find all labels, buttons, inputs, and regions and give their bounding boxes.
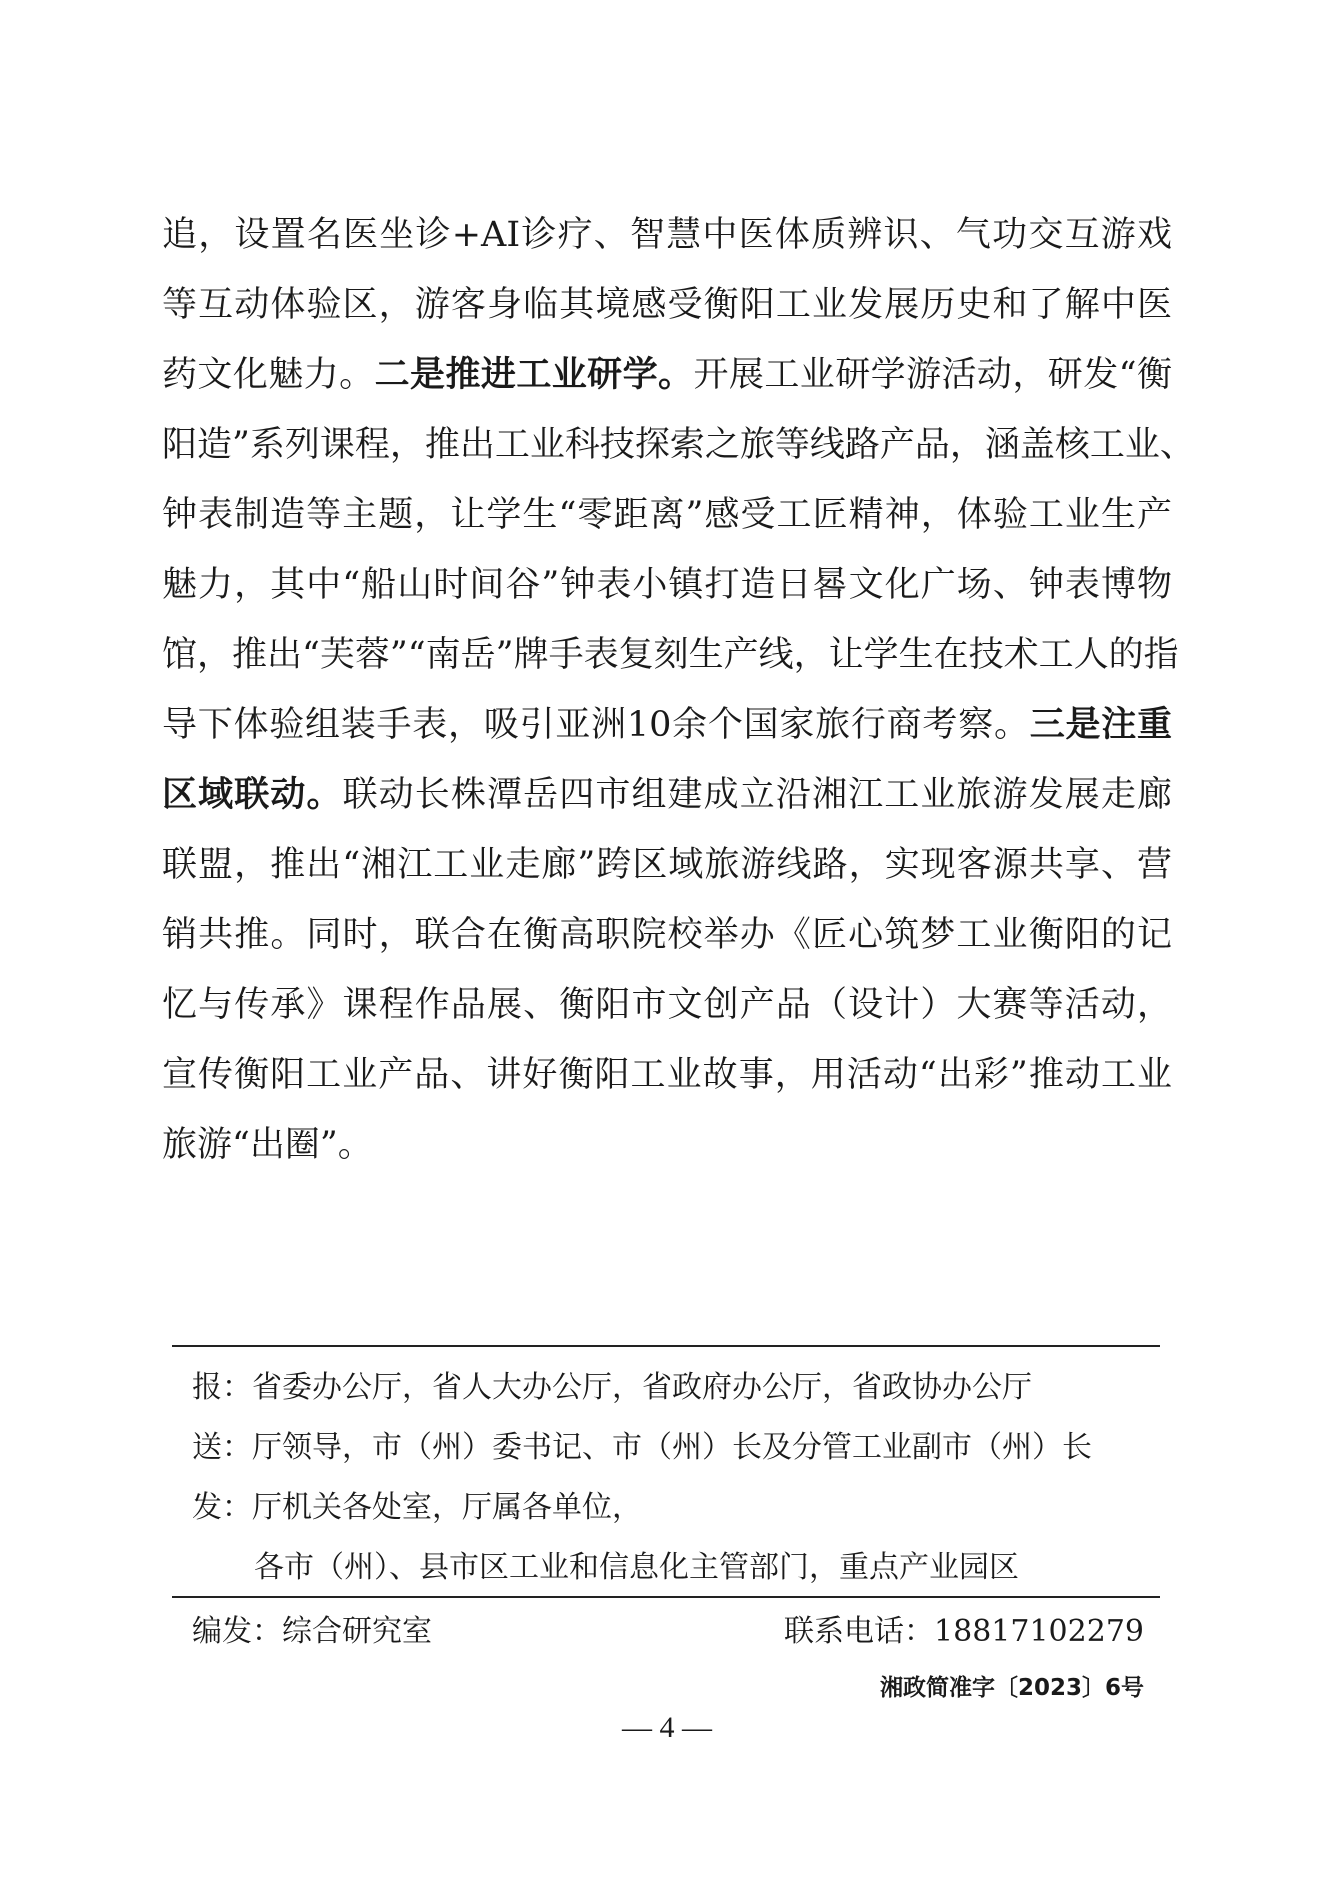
body-line bbox=[162, 970, 1172, 1040]
body-text-segment: 宣传衡阳工业产品、讲好衡阳工业故事，用活动“出彩”推动工业 bbox=[162, 1055, 1172, 1095]
bold-heading-text: 区域联动。 bbox=[162, 775, 343, 815]
body-line bbox=[162, 620, 1179, 690]
send-label: 送： bbox=[192, 1430, 252, 1465]
top-divider bbox=[172, 1345, 1160, 1347]
body-line bbox=[162, 200, 1172, 270]
issue-line-2 bbox=[254, 1548, 1019, 1588]
body-line bbox=[162, 410, 1195, 480]
body-line bbox=[162, 690, 1172, 760]
issue-recipients-2: 各市（州）、县市区工业和信息化主管部门，重点产业园区 bbox=[254, 1550, 1019, 1585]
body-text-segment: 旅游“出圈”。 bbox=[162, 1125, 373, 1165]
document-number: 湘政简准字〔2023〕6号 bbox=[879, 1675, 1144, 1701]
report-recipients: 省委办公厅，省人大办公厅，省政府办公厅，省政协办公厅 bbox=[252, 1370, 1032, 1405]
body-text-segment: 联盟，推出“湘江工业走廊”跨区域旅游线路，实现客源共享、营 bbox=[162, 845, 1172, 885]
editor-office: 编发：综合研究室 bbox=[192, 1614, 432, 1649]
page-number: — 4 — bbox=[622, 1711, 712, 1744]
issue-recipients-1: 厅机关各处室，厅属各单位， bbox=[252, 1490, 642, 1525]
body-text-segment: 魅力，其中“船山时间谷”钟表小镇打造日晷文化广场、钟表博物 bbox=[162, 565, 1172, 605]
body-text-segment: 药文化魅力。 bbox=[162, 355, 375, 395]
body-text-segment: 钟表制造等主题，让学生“零距离”感受工匠精神，体验工业生产 bbox=[162, 495, 1172, 535]
body-line bbox=[162, 1040, 1172, 1110]
bold-heading-text: 二是推进工业研学。 bbox=[374, 355, 694, 395]
send-line bbox=[192, 1428, 1092, 1468]
body-line bbox=[162, 550, 1172, 620]
body-text-segment: 阳造”系列课程，推出工业科技探索之旅等线路产品，涵盖核工业、 bbox=[162, 425, 1195, 465]
body-paragraph bbox=[162, 200, 1195, 1180]
report-label: 报： bbox=[192, 1370, 252, 1405]
bold-heading-text: 三是注重 bbox=[1029, 705, 1172, 745]
body-line bbox=[162, 1110, 1172, 1180]
body-line bbox=[162, 830, 1172, 900]
body-text-segment: 等互动体验区，游客身临其境感受衡阳工业发展历史和了解中医 bbox=[162, 285, 1172, 325]
body-text-segment: 销共推。同时，联合在衡高职院校举办《匠心筑梦工业衡阳的记 bbox=[162, 915, 1172, 955]
body-line bbox=[162, 480, 1172, 550]
body-text-segment: 开展工业研学游活动，研发“衡 bbox=[693, 355, 1172, 395]
report-line bbox=[192, 1368, 1032, 1408]
body-line bbox=[162, 900, 1172, 970]
body-line bbox=[162, 340, 1172, 410]
send-recipients: 厅领导，市（州）委书记、市（州）长及分管工业副市（州）长 bbox=[252, 1430, 1092, 1465]
body-line bbox=[162, 760, 1172, 830]
contact-phone: 联系电话：18817102279 bbox=[784, 1614, 1144, 1649]
bottom-divider bbox=[172, 1596, 1160, 1598]
body-text-segment: 联动长株潭岳四市组建成立沿湘江工业旅游发展走廊 bbox=[342, 775, 1172, 815]
issue-line bbox=[192, 1488, 642, 1528]
body-line bbox=[162, 270, 1172, 340]
body-text-segment: 忆与传承》课程作品展、衡阳市文创产品（设计）大赛等活动， bbox=[162, 985, 1172, 1025]
body-text-segment: 馆，推出“芙蓉”“南岳”牌手表复刻生产线，让学生在技术工人的指 bbox=[162, 635, 1179, 675]
issue-label: 发： bbox=[192, 1490, 252, 1525]
body-text-segment: 追，设置名医坐诊+AI诊疗、智慧中医体质辨识、气功交互游戏 bbox=[162, 215, 1172, 255]
body-text-segment: 导下体验组装手表，吸引亚洲10余个国家旅行商考察。 bbox=[162, 705, 1030, 745]
